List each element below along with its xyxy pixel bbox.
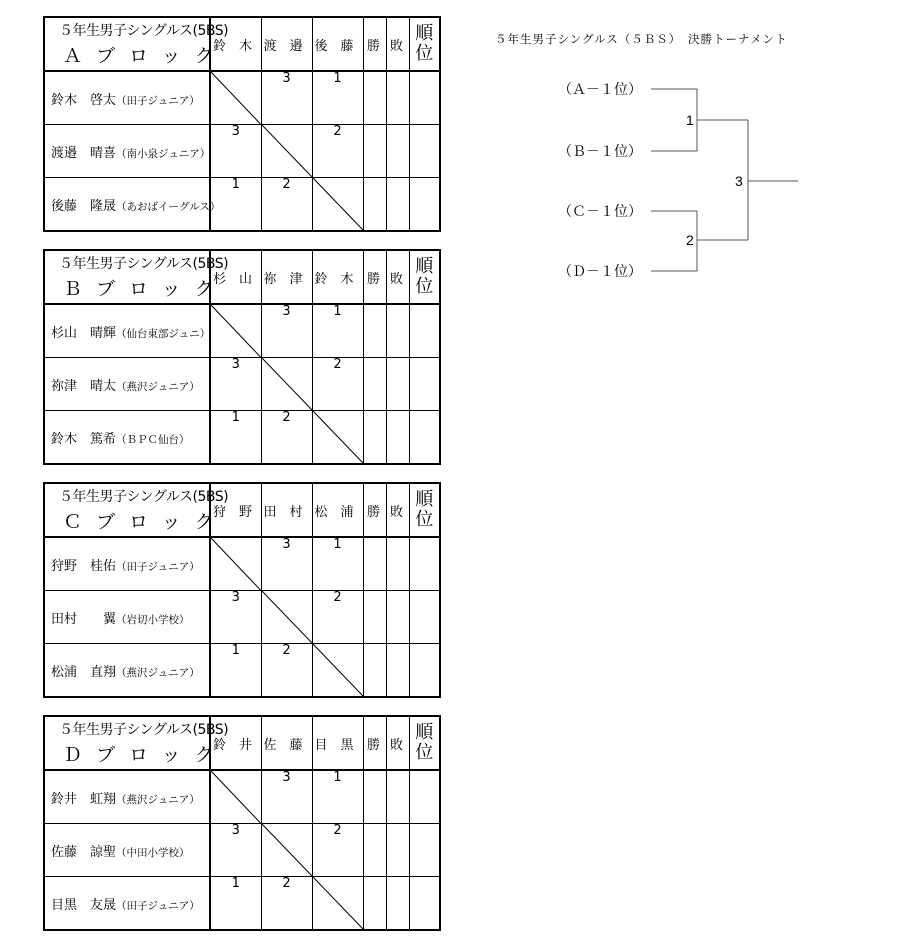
block-header: [44, 17, 229, 71]
losses-cell: [386, 770, 409, 824]
diagonal-slash: [211, 72, 261, 124]
match-order-number: 3: [231, 823, 240, 838]
player-cell: [44, 591, 210, 644]
match-order-number: 3: [282, 770, 291, 785]
rank-cell: [409, 304, 440, 358]
match-order-number: 2: [282, 410, 291, 425]
wins-header: 勝: [366, 271, 382, 287]
self-match-cell: [261, 824, 312, 877]
losses-cell: [386, 178, 409, 232]
player-club: （燕沢ジュニア）: [116, 666, 200, 679]
self-match-cell: [210, 71, 261, 125]
match-order-number: 2: [333, 590, 342, 605]
final-bracket: [480, 20, 810, 290]
match-order-number: 3: [282, 71, 291, 86]
match-cell: [312, 537, 363, 591]
opponent-column-header: 渡 邉: [263, 38, 303, 54]
player-name: 杉山 晴輝: [51, 325, 117, 341]
match-cell: [210, 644, 261, 698]
rank-cell: [409, 71, 440, 125]
match-cell: [261, 178, 312, 232]
match-cell: [261, 644, 312, 698]
losses-cell: [386, 358, 409, 411]
match-order-number: 2: [282, 643, 291, 658]
diagonal-slash: [211, 771, 261, 823]
match-order-number: 3: [282, 304, 291, 319]
block-name: Ａブロック: [63, 45, 228, 67]
wins-cell: [363, 644, 386, 698]
losses-cell: [386, 644, 409, 698]
diagonal-slash: [313, 411, 363, 463]
player-club: （田子ジュニア）: [116, 560, 200, 573]
block-header: [44, 483, 229, 537]
self-match-cell: [210, 537, 261, 591]
rank-cell: [409, 411, 440, 465]
self-match-cell: [210, 304, 261, 358]
block-name: Ｂブロック: [63, 278, 228, 300]
player-cell: [44, 644, 210, 698]
block-title: ５年生男子シングルス(5BS): [59, 722, 229, 738]
block-b: [43, 249, 439, 465]
wins-cell: [363, 824, 386, 877]
wins-cell: [363, 304, 386, 358]
diagonal-slash: [313, 178, 363, 230]
match-order-number: 1: [333, 71, 342, 86]
losses-cell: [386, 591, 409, 644]
diagonal-slash: [262, 125, 312, 177]
losses-cell: [386, 537, 409, 591]
round-robin-table: [43, 715, 441, 931]
player-cell: [44, 71, 210, 125]
match-order-number: 2: [282, 177, 291, 192]
match-cell: [312, 125, 363, 178]
bracket-match-2: 2: [686, 232, 694, 248]
rank-cell: [409, 770, 440, 824]
player-club: （田子ジュニア）: [116, 94, 200, 107]
round-robin-table: [43, 482, 441, 698]
wins-header: 勝: [366, 737, 382, 753]
opponent-column-header: 鈴 木: [314, 271, 354, 287]
player-cell: [44, 358, 210, 411]
player-name: 祢津 晴太: [51, 378, 117, 394]
player-cell: [44, 537, 210, 591]
rank-cell: [409, 125, 440, 178]
bracket-entry-d: （Ｄ－１位）: [558, 263, 642, 279]
match-cell: [312, 824, 363, 877]
block-c: [43, 482, 439, 698]
player-name: 田村 翼: [51, 611, 117, 627]
player-cell: [44, 877, 210, 931]
diagonal-slash: [313, 877, 363, 929]
match-cell: [261, 770, 312, 824]
self-match-cell: [312, 877, 363, 931]
wins-cell: [363, 358, 386, 411]
player-cell: [44, 770, 210, 824]
match-order-number: 1: [231, 177, 240, 192]
losses-header: 敗: [389, 38, 405, 54]
match-cell: [210, 358, 261, 411]
rank-cell: [409, 537, 440, 591]
opponent-column-header: 佐 藤: [263, 737, 303, 753]
wins-cell: [363, 71, 386, 125]
bracket-entry-c: （Ｃ－１位）: [558, 203, 642, 219]
wins-cell: [363, 877, 386, 931]
match-cell: [312, 591, 363, 644]
block-title: ５年生男子シングルス(5BS): [59, 489, 229, 505]
block-d: [43, 715, 439, 931]
self-match-cell: [210, 770, 261, 824]
wins-cell: [363, 537, 386, 591]
match-order-number: 3: [282, 537, 291, 552]
match-order-number: 1: [333, 770, 342, 785]
losses-cell: [386, 125, 409, 178]
match-order-number: 1: [333, 304, 342, 319]
bracket-match-1: 1: [686, 112, 694, 128]
player-cell: [44, 411, 210, 465]
match-order-number: 1: [333, 537, 342, 552]
match-cell: [261, 71, 312, 125]
bracket-match-3: 3: [735, 173, 743, 189]
diagonal-slash: [313, 644, 363, 696]
match-order-number: 2: [333, 357, 342, 372]
block-title: ５年生男子シングルス(5BS): [59, 256, 229, 272]
losses-cell: [386, 304, 409, 358]
opponent-column-header: 後 藤: [314, 38, 354, 54]
self-match-cell: [261, 125, 312, 178]
match-cell: [210, 824, 261, 877]
player-cell: [44, 304, 210, 358]
player-club: （南小泉ジュニア）: [116, 147, 211, 160]
self-match-cell: [261, 358, 312, 411]
block-name: Ｃブロック: [63, 511, 228, 533]
block-a: [43, 16, 439, 232]
player-name: 松浦 直翔: [51, 664, 117, 680]
losses-header: 敗: [389, 271, 405, 287]
player-name: 鈴木 啓太: [51, 92, 117, 108]
rank-cell: [409, 178, 440, 232]
player-club: （田子ジュニア）: [116, 899, 200, 912]
opponent-column-header: 狩 野: [213, 504, 253, 520]
losses-header: 敗: [389, 737, 405, 753]
match-cell: [210, 411, 261, 465]
match-cell: [210, 877, 261, 931]
match-order-number: 3: [231, 124, 240, 139]
player-club: （燕沢ジュニア）: [116, 380, 200, 393]
rank-header: 順位: [415, 722, 434, 763]
diagonal-slash: [211, 538, 261, 590]
match-order-number: 1: [231, 876, 240, 891]
match-order-number: 2: [333, 124, 342, 139]
player-club: （中田小学校）: [116, 846, 190, 859]
player-name: 狩野 桂佑: [51, 558, 117, 574]
round-robin-table: [43, 249, 441, 465]
final-tournament-title: ５年生男子シングルス（５ＢＳ） 決勝トーナメント: [495, 32, 788, 46]
rank-cell: [409, 591, 440, 644]
rank-header: 順位: [415, 489, 434, 530]
losses-cell: [386, 71, 409, 125]
opponent-column-header: 目 黒: [314, 737, 354, 753]
opponent-column-header: 鈴 木: [213, 38, 253, 54]
opponent-column-header: 田 村: [263, 504, 303, 520]
player-club: （岩切小学校）: [116, 613, 190, 626]
self-match-cell: [312, 178, 363, 232]
match-order-number: 3: [231, 590, 240, 605]
bracket-entry-b: （Ｂ－１位）: [558, 143, 642, 159]
player-name: 鈴井 虹翔: [51, 791, 117, 807]
match-cell: [210, 125, 261, 178]
wins-header: 勝: [366, 504, 382, 520]
self-match-cell: [312, 644, 363, 698]
block-title: ５年生男子シングルス(5BS): [59, 23, 229, 39]
match-cell: [261, 877, 312, 931]
rank-cell: [409, 824, 440, 877]
rank-cell: [409, 644, 440, 698]
player-club: （あおばイーグルス）: [116, 200, 221, 213]
match-cell: [210, 591, 261, 644]
wins-header: 勝: [366, 38, 382, 54]
bracket-entry-a: （Ａ－１位）: [558, 81, 642, 97]
match-cell: [312, 304, 363, 358]
round-robin-table: [43, 16, 441, 232]
player-cell: [44, 125, 210, 178]
wins-cell: [363, 178, 386, 232]
wins-cell: [363, 591, 386, 644]
player-name: 鈴木 篤希: [51, 431, 117, 447]
opponent-column-header: 杉 山: [213, 271, 253, 287]
player-cell: [44, 178, 221, 232]
losses-cell: [386, 411, 409, 465]
diagonal-slash: [262, 824, 312, 876]
match-order-number: 3: [231, 357, 240, 372]
player-club: （燕沢ジュニア）: [116, 793, 200, 806]
rank-cell: [409, 877, 440, 931]
rank-cell: [409, 358, 440, 411]
diagonal-slash: [211, 305, 261, 357]
self-match-cell: [261, 591, 312, 644]
opponent-column-header: 松 浦: [314, 504, 354, 520]
match-order-number: 1: [231, 410, 240, 425]
rank-header: 順位: [415, 256, 434, 297]
player-name: 渡邉 晴喜: [51, 145, 117, 161]
match-order-number: 1: [231, 643, 240, 658]
wins-cell: [363, 411, 386, 465]
match-cell: [261, 537, 312, 591]
block-header: [44, 250, 229, 304]
losses-cell: [386, 824, 409, 877]
opponent-column-header: 鈴 井: [213, 737, 253, 753]
losses-header: 敗: [389, 504, 405, 520]
player-club: （ＢＰＣ仙台）: [116, 433, 190, 446]
player-name: 佐藤 諒聖: [51, 844, 117, 860]
block-name: Ｄブロック: [63, 744, 228, 766]
rank-header: 順位: [415, 23, 434, 64]
match-cell: [261, 304, 312, 358]
wins-cell: [363, 125, 386, 178]
diagonal-slash: [262, 591, 312, 643]
match-cell: [261, 411, 312, 465]
match-order-number: 2: [333, 823, 342, 838]
match-cell: [210, 178, 261, 232]
match-cell: [312, 71, 363, 125]
player-cell: [44, 824, 210, 877]
wins-cell: [363, 770, 386, 824]
opponent-column-header: 祢 津: [263, 271, 303, 287]
player-name: 目黒 友晟: [51, 897, 117, 913]
match-cell: [312, 358, 363, 411]
match-order-number: 2: [282, 876, 291, 891]
match-cell: [312, 770, 363, 824]
player-name: 後藤 隆晟: [51, 198, 117, 214]
player-club: （仙台東部ジュニ）: [116, 327, 211, 340]
losses-cell: [386, 877, 409, 931]
block-header: [44, 716, 229, 770]
diagonal-slash: [262, 358, 312, 410]
self-match-cell: [312, 411, 363, 465]
